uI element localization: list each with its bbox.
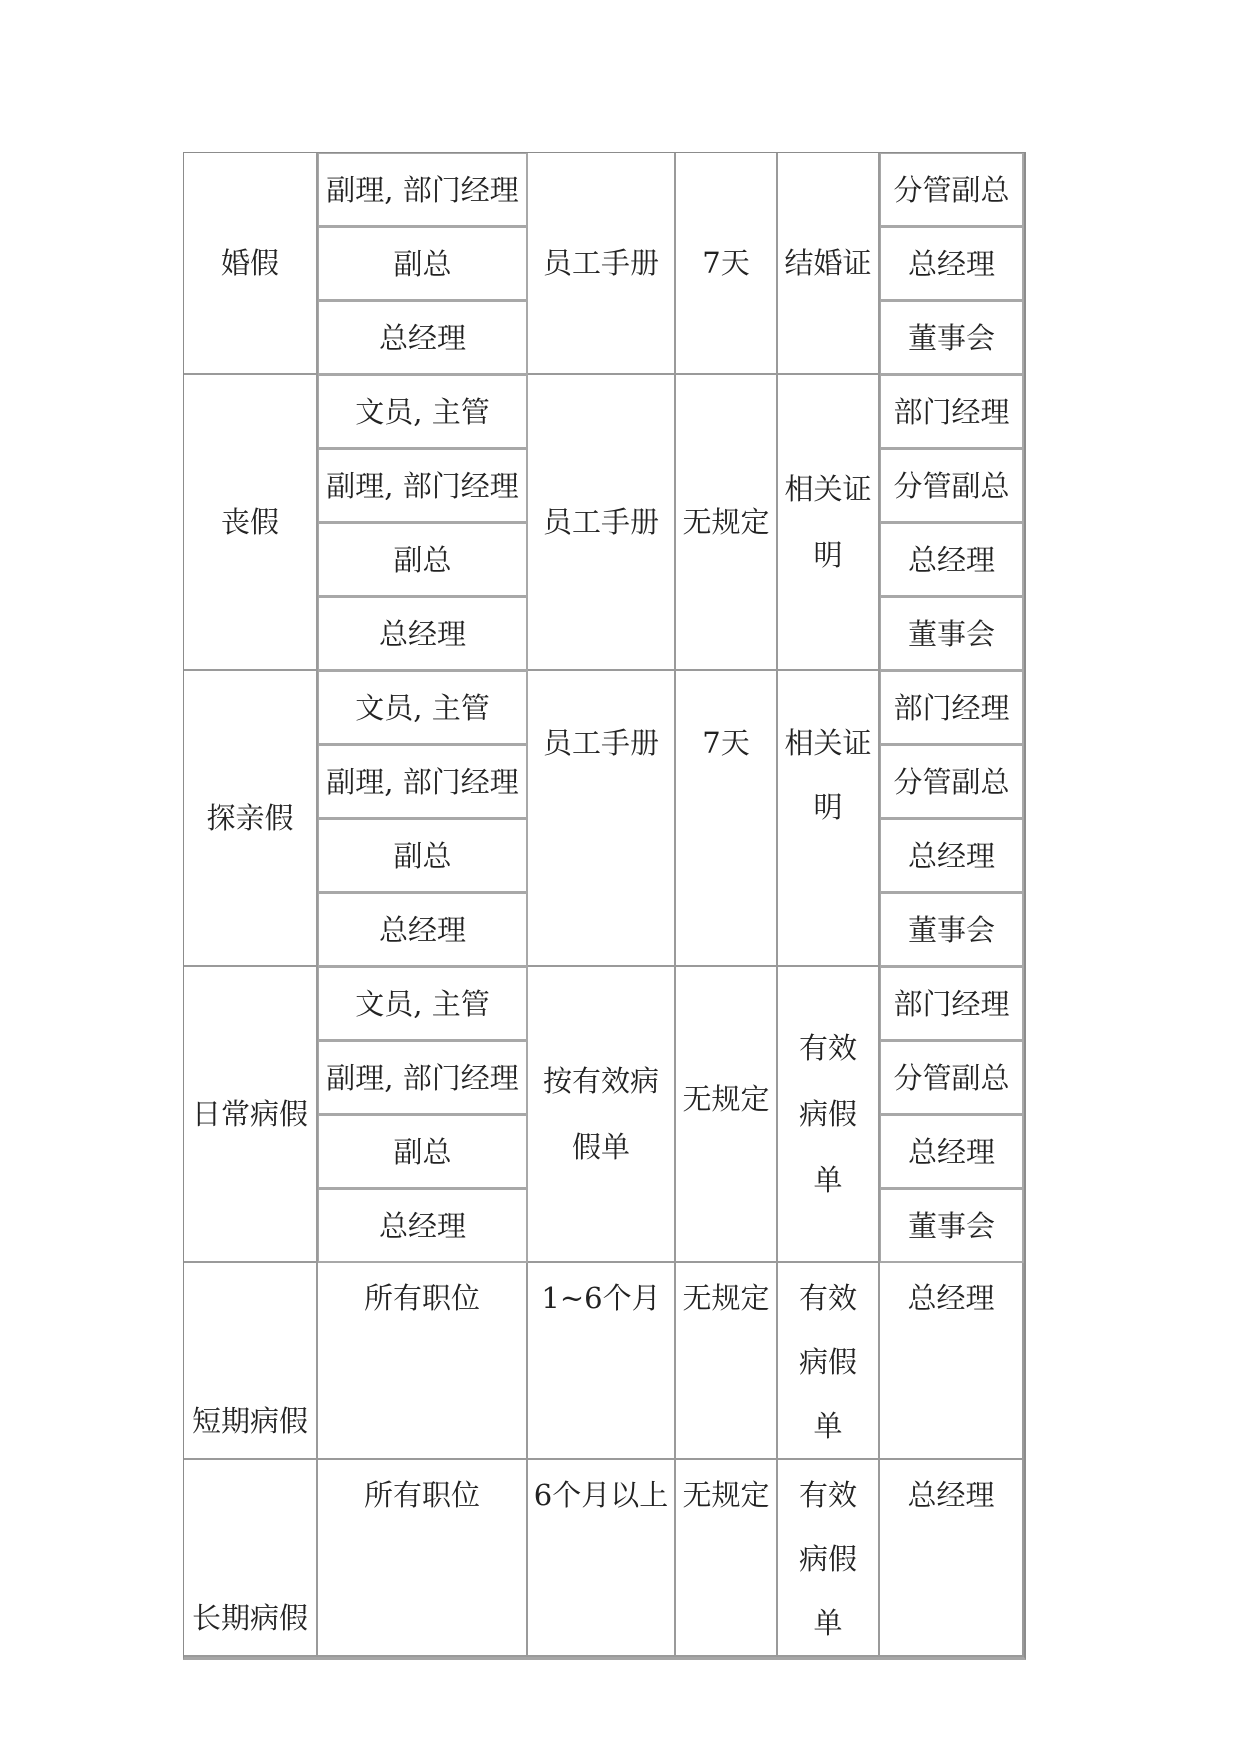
source-cell: 员工手册	[528, 671, 676, 967]
approver-cell: 总经理	[880, 819, 1024, 893]
position-cell: 副总	[318, 819, 528, 893]
leave-type-cell: 日常病假	[184, 967, 318, 1263]
approver-cell: 总经理	[880, 523, 1024, 597]
approver-cell: 董事会	[880, 893, 1024, 967]
table-row	[184, 1263, 1024, 1460]
position-cell: 文员, 主管	[318, 375, 528, 449]
approver-cell: 总经理	[880, 1115, 1024, 1189]
leave-type-cell: 探亲假	[184, 671, 318, 967]
proof-cell: 有效病假单	[778, 967, 880, 1263]
proof-cell: 相关证明	[778, 671, 880, 967]
approver-cell: 部门经理	[880, 671, 1024, 745]
table-row	[184, 153, 1024, 227]
days-cell: 无规定	[676, 375, 778, 671]
proof-cell: 有效病假单	[778, 1263, 880, 1460]
approver-cell: 董事会	[880, 1189, 1024, 1263]
source-cell: 员工手册	[528, 153, 676, 375]
table-row	[184, 671, 1024, 745]
proof-cell: 有效病假单	[778, 1460, 880, 1657]
approver-cell: 总经理	[880, 1263, 1024, 1460]
position-cell: 副总	[318, 523, 528, 597]
position-cell: 总经理	[318, 301, 528, 375]
leave-type-cell: 丧假	[184, 375, 318, 671]
position-cell: 文员, 主管	[318, 671, 528, 745]
position-cell: 所有职位	[318, 1460, 528, 1657]
approver-cell: 分管副总	[880, 1041, 1024, 1115]
approver-cell: 分管副总	[880, 745, 1024, 819]
position-cell: 总经理	[318, 1189, 528, 1263]
days-cell: 7天	[676, 671, 778, 967]
approver-cell: 董事会	[880, 597, 1024, 671]
source-cell: 1~6个月	[528, 1263, 676, 1460]
source-cell: 员工手册	[528, 375, 676, 671]
approver-cell: 分管副总	[880, 153, 1024, 227]
position-cell: 所有职位	[318, 1263, 528, 1460]
days-cell: 无规定	[676, 967, 778, 1263]
proof-cell: 结婚证	[778, 153, 880, 375]
table-row	[184, 967, 1024, 1041]
table-row	[184, 1460, 1024, 1657]
leave-policy-table	[183, 152, 1026, 1660]
approver-cell: 总经理	[880, 1460, 1024, 1657]
position-cell: 副理, 部门经理	[318, 1041, 528, 1115]
source-cell: 6个月以上	[528, 1460, 676, 1657]
source-cell: 按有效病假单	[528, 967, 676, 1263]
position-cell: 总经理	[318, 597, 528, 671]
days-cell: 7天	[676, 153, 778, 375]
position-cell: 副理, 部门经理	[318, 745, 528, 819]
days-cell: 无规定	[676, 1263, 778, 1460]
approver-cell: 分管副总	[880, 449, 1024, 523]
position-cell: 副理, 部门经理	[318, 153, 528, 227]
proof-cell: 相关证明	[778, 375, 880, 671]
approver-cell: 部门经理	[880, 967, 1024, 1041]
position-cell: 副总	[318, 227, 528, 301]
leave-type-cell: 婚假	[184, 153, 318, 375]
leave-type-cell: 短期病假	[184, 1263, 318, 1460]
position-cell: 副总	[318, 1115, 528, 1189]
days-cell: 无规定	[676, 1460, 778, 1657]
approver-cell: 部门经理	[880, 375, 1024, 449]
approver-cell: 总经理	[880, 227, 1024, 301]
position-cell: 副理, 部门经理	[318, 449, 528, 523]
position-cell: 总经理	[318, 893, 528, 967]
table-row	[184, 375, 1024, 449]
approver-cell: 董事会	[880, 301, 1024, 375]
leave-type-cell: 长期病假	[184, 1460, 318, 1657]
position-cell: 文员, 主管	[318, 967, 528, 1041]
